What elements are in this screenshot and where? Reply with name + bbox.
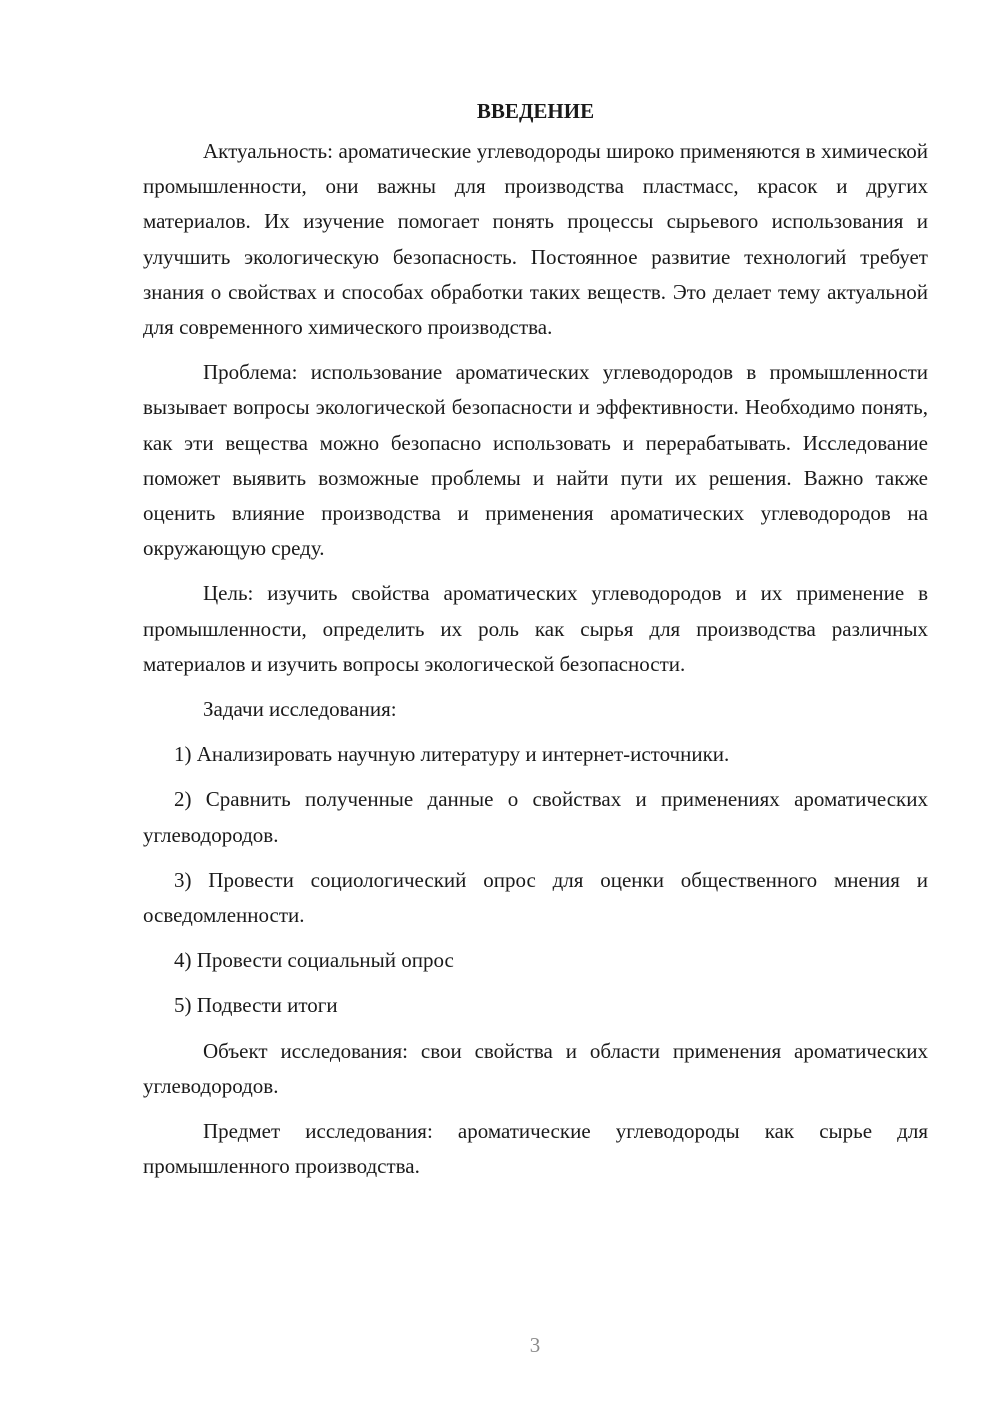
paragraph-goal: Цель: изучить свойства ароматических углеводородов и их применение в промышленности, определить их роль как сырья для производства различных материалов и изучить вопросы экологической безопасности. <box>143 581 928 676</box>
task-item-4: 4) Провести социальный опрос <box>174 948 454 973</box>
task-item-1: 1) Анализировать научную литературу и интернет-источники. <box>174 742 730 767</box>
task-item-2: 2) Сравнить полученные данные о свойствах и применениях ароматических углеводородов. <box>143 787 928 847</box>
page-content <box>143 95 928 1194</box>
page-number: 3 <box>529 1333 541 1357</box>
paragraph-subject: Предмет исследования: ароматические углеводороды как сырье для промышленного производства. <box>143 1119 928 1179</box>
paragraph-relevance: Актуальность: ароматические углеводороды широко применяются в химической промышленности, они важны для производства пластмасс, красок и других материалов. Их изучение помогает понять процессы сырьевого использования и улучшить экологическую безопасность. Постоянное развитие технологий требует знания о свойствах и способах обработки таких веществ. Это делает тему актуальной для современного химического производства. <box>143 139 928 340</box>
task-item-3: 3) Провести социологический опрос для оценки общественного мнения и осведомленности. <box>143 867 928 928</box>
task-item-5: 5) Подвести итоги <box>174 993 338 1018</box>
section-title: ВВЕДЕНИЕ <box>476 99 595 123</box>
paragraph-problem: Проблема: использование ароматических углеводородов в промышленности вызывает вопросы экологической безопасности и эффективности. Необходимо понять, как эти вещества можно безопасно использовать и перерабатывать. Исследование поможет выявить возможные проблемы и найти пути их решения. Важно также оценить влияние производства и применения ароматических углеводородов на окружающую среду. <box>143 360 928 561</box>
paragraph-object: Объект исследования: свои свойства и области применения ароматических углеводородов. <box>143 1038 928 1098</box>
tasks-heading: Задачи исследования: <box>203 697 397 722</box>
